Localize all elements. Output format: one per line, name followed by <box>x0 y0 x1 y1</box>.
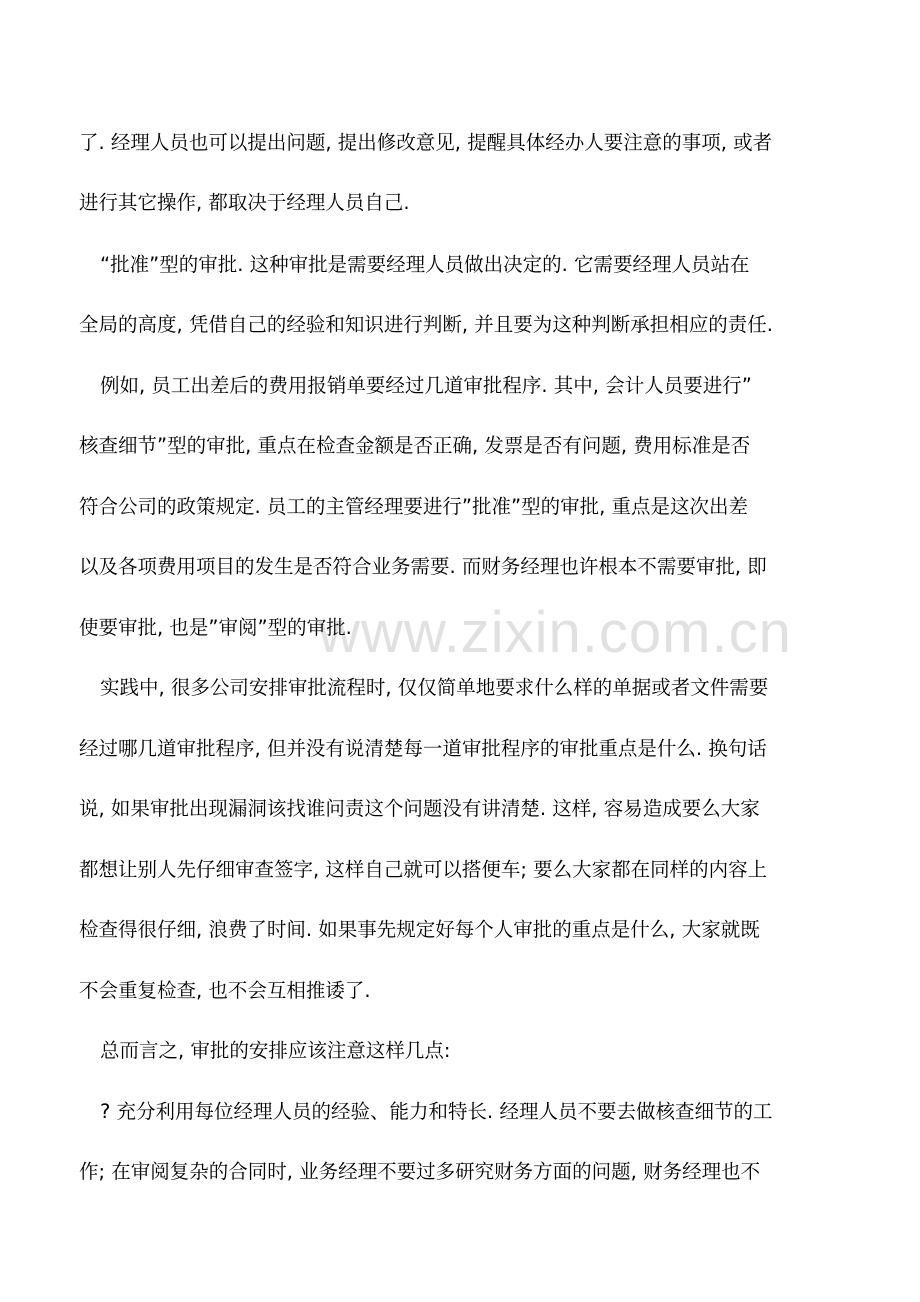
text-line: 例如, 员工出差后的费用报销单要经过几道审批程序. 其中, 会计人员要进行” <box>100 374 752 397</box>
text-line: 了. 经理人员也可以提出问题, 提出修改意见, 提醒具体经办人要注意的事项, 或者 <box>79 131 773 154</box>
text-line: ? 充分利用每位经理人员的经验、能力和特长. 经理人员不要去做核查细节的工 <box>100 1100 773 1123</box>
text-line: 不会重复检查, 也不会互相推诿了. <box>79 979 371 1002</box>
text-line: 实践中, 很多公司安排审批流程时, 仅仅简单地要求什么样的单据或者文件需要 <box>100 676 769 699</box>
text-line: 经过哪几道审批程序, 但并没有说清楚每一道审批程序的审批重点是什么. 换句话 <box>79 737 767 760</box>
text-line: 以及各项费用项目的发生是否符合业务需要. 而财务经理也许根本不需要审批, 即 <box>79 555 767 578</box>
text-line: 全局的高度, 凭借自己的经验和知识进行判断, 并且要为这种判断承担相应的责任. <box>79 313 773 336</box>
text-line: 检查得很仔细, 浪费了时间. 如果事先规定好每个人审批的重点是什么, 大家就既 <box>79 918 760 941</box>
text-line: 作; 在审阅复杂的合同时, 业务经理不要过多研究财务方面的问题, 财务经理也不 <box>79 1160 761 1183</box>
watermark: www.zixin.com.cn <box>318 600 792 665</box>
text-line: “批准”型的审批. 这种审批是需要经理人员做出决定的. 它需要经理人员站在 <box>100 253 750 276</box>
text-line: 都想让别人先仔细审查签字, 这样自己就可以搭便车; 要么大家都在同样的内容上 <box>79 858 768 881</box>
text-line: 说, 如果审批出现漏洞该找谁问责这个问题没有讲清楚. 这样, 容易造成要么大家 <box>79 797 760 820</box>
text-line: 核查细节”型的审批, 重点在检查金额是否正确, 发票是否有问题, 费用标准是否 <box>79 434 751 457</box>
text-line: 进行其它操作, 都取决于经理人员自己. <box>79 191 410 214</box>
text-line: 使要审批, 也是”审阅”型的审批. <box>79 616 352 639</box>
text-line: 总而言之, 审批的安排应该注意这样几点: <box>100 1039 451 1062</box>
text-line: 符合公司的政策规定. 员工的主管经理要进行”批准”型的审批, 重点是这次出差 <box>79 495 748 518</box>
